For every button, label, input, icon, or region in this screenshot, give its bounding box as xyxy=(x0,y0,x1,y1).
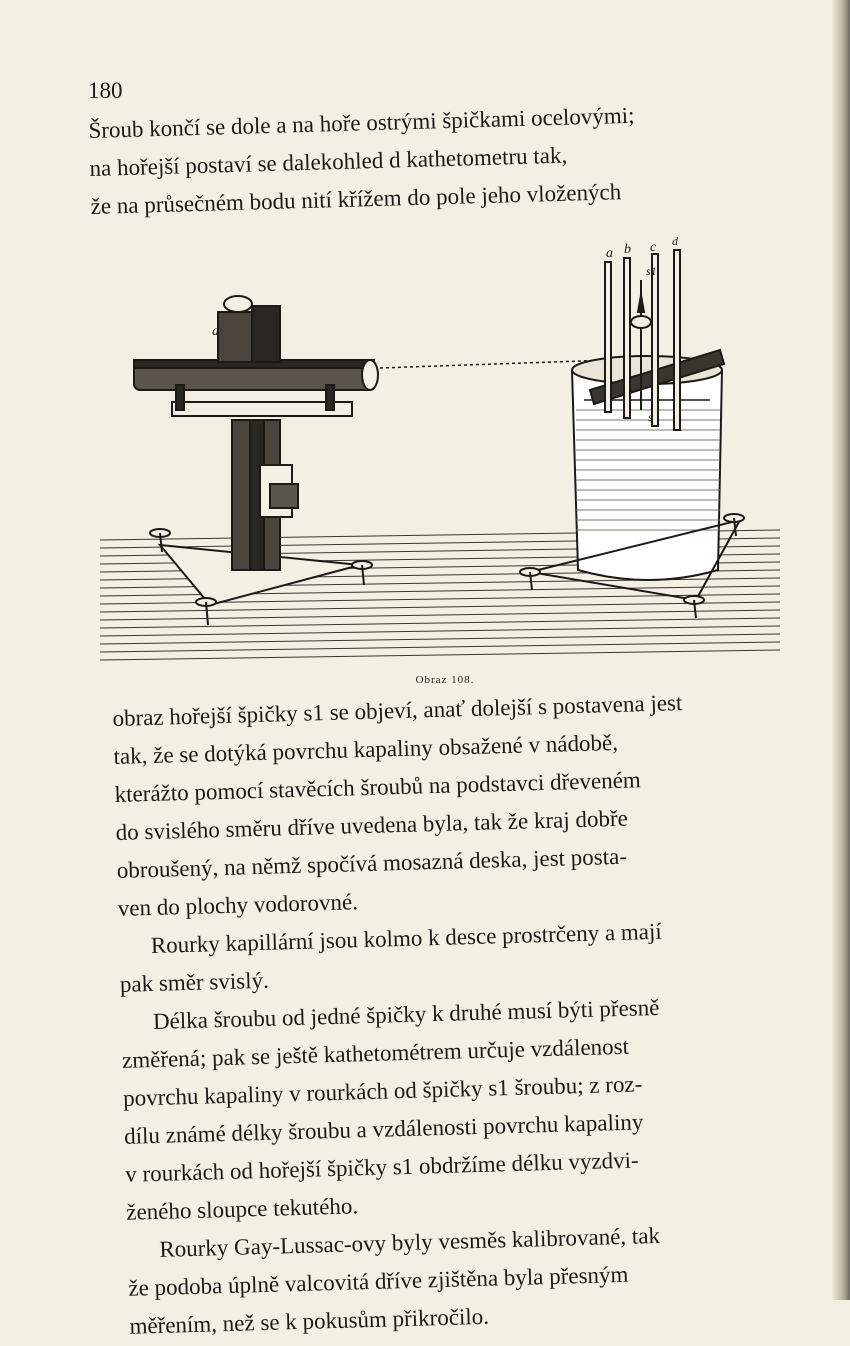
text-line: obraz hořejší špičky s1 se objeví, anať dolejší s postavena jest xyxy=(112,690,683,731)
text-line: v rourkách od hořejší špičky s1 obdržíme délku vyzdvi- xyxy=(124,1147,639,1187)
page-edge-shadow xyxy=(832,0,850,1300)
text-line: že podoba úplně valcovitá dříve zjištěna byla přesným xyxy=(128,1261,629,1301)
text-line: Šroub končí se dole a na hoře ostrými špičkami ocelovými; xyxy=(88,102,635,143)
text-line: kterážto pomocí stavěcích šroubů na podstavci dřeveném xyxy=(114,767,642,807)
kathetometer-illustration xyxy=(100,240,790,670)
label-s1: s1 xyxy=(646,264,657,278)
text-line: na hořejší postaví se dalekohled d kathetometru tak, xyxy=(89,142,568,181)
text-line: ženého sloupce tekutého. xyxy=(125,1193,359,1225)
label-b: b xyxy=(624,242,631,257)
label-s: s xyxy=(648,410,653,424)
paragraph-3 xyxy=(120,985,816,1232)
text-line: Rourky Gay-Lussac-ovy byly vesměs kalibrované, tak xyxy=(159,1222,661,1262)
text-line: tak, že se dotýká povrchu kapaliny obsažené v nádobě, xyxy=(113,729,619,769)
label-d-tube: d xyxy=(672,234,678,248)
figure-kathetometer xyxy=(100,234,790,686)
text-line: povrchu kapaliny v rourkách od špičky s1 šroubu; z roz- xyxy=(122,1071,643,1111)
figure-caption: Obraz 108. xyxy=(415,674,475,686)
text-line: obroušený, na němž spočívá mosazná deska, jest posta- xyxy=(116,843,628,883)
text-line: do svislého směru dříve uvedena byla, tak že kraj dobře xyxy=(115,805,629,845)
text-line: že na průsečném bodu nití křížem do pole jeho vložených xyxy=(90,179,622,219)
body-text xyxy=(112,681,820,1346)
text-line: změřená; pak se ještě kathetométrem určuje vzdálenost xyxy=(121,1033,630,1073)
text-line: pak směr svislý. xyxy=(119,967,270,997)
text-line: Délka šroubu od jedné špičky k druhé musí býti přesně xyxy=(152,994,660,1034)
text-line: ven do plochy vodorovné. xyxy=(117,889,359,921)
page-number: 180 xyxy=(88,78,123,103)
paragraph-4 xyxy=(127,1213,820,1346)
text-line: měřením, než se k pokusům přikročilo. xyxy=(129,1303,490,1339)
paragraph-1 xyxy=(112,681,808,928)
kathetometer-column xyxy=(232,420,298,570)
text-line: Rourky kapillární jsou kolmo k desce prostrčeny a mají xyxy=(150,918,663,959)
top-paragraph xyxy=(88,93,781,226)
label-c: c xyxy=(650,240,657,255)
text-line: dílu známé délky šroubu a vzdálenosti povrchu kapaliny xyxy=(123,1109,644,1149)
telescope xyxy=(134,296,378,416)
label-a: a xyxy=(606,246,613,261)
label-d-scope: d xyxy=(212,324,219,339)
